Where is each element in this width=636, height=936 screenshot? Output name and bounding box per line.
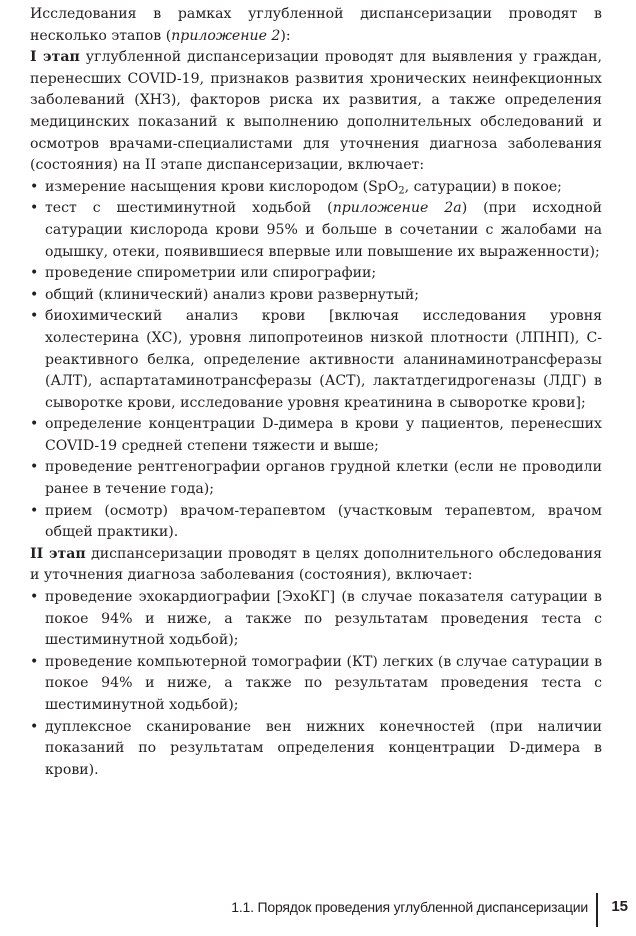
- stage1-list: [30, 177, 602, 544]
- list-item: • проведение рентгенографии органов грудной клетки (если не проводили ранее в течение года);: [30, 457, 602, 500]
- footer-divider: [596, 893, 598, 927]
- list-item: • проведение компьютерной томографии (КТ) легких (в случае сатурации в покое 94% и ниже, а также по результатам проведения теста с шестиминутной ходьбой);: [30, 652, 602, 717]
- list-item-text: измерение насыщения крови кислородом (SpO: [45, 178, 399, 195]
- appendix-reference: приложение 2: [171, 27, 281, 44]
- list-item: • дуплексное сканирование вен нижних конечностей (при наличии показаний по результатам определения концентрации D-димера в крови).: [30, 717, 602, 782]
- stage2-label: II этап: [30, 545, 86, 562]
- stage1-text: углубленной диспансеризации проводят для выявления у граждан, перенесших COVID-19, признаков развития хронических неинфекционных заболеваний (ХНЗ), факторов риска их развития, а также определения медицинских показаний к выполнению дополнительных обследований и осмотров врачами-специалистами для уточнения диагноза заболевания (состояния) на II этапе диспансеризации, включает:: [30, 49, 602, 174]
- intro-text-end: ):: [280, 27, 291, 44]
- stage2-text: диспансеризации проводят в целях дополнительного обследования и уточнения диагноза заболевания (состояния), включает:: [30, 545, 603, 584]
- list-item: • общий (клинический) анализ крови развернутый;: [30, 285, 602, 307]
- stage1-paragraph: [30, 47, 602, 177]
- page-body: [30, 4, 602, 781]
- running-title: 1.1. Порядок проведения углубленной диспансеризации: [231, 899, 588, 915]
- list-item: • проведение спирометрии или спирографии;: [30, 263, 602, 285]
- list-item-text: , сатурации) в покое;: [404, 178, 562, 195]
- intro-paragraph: [30, 4, 602, 47]
- appendix-reference: приложение 2а: [332, 200, 462, 217]
- stage2-list: [30, 587, 602, 781]
- intro-text: Исследования в рамках углубленной диспансеризации проводят в несколько этапов (: [30, 6, 602, 44]
- list-item: • прием (осмотр) врачом-терапевтом (участковым терапевтом, врачом общей практики).: [30, 501, 602, 544]
- page-footer: [0, 893, 636, 927]
- list-item: • проведение эхокардиографии [ЭхоКГ] (в случае показателя сатурации в покое 94% и ниже, а также по результатам проведения теста с шестиминутной ходьбой);: [30, 587, 602, 652]
- subscript: 2: [398, 185, 405, 197]
- list-item-text: тест с шестиминутной ходьбой (: [45, 200, 333, 217]
- list-item: [30, 198, 602, 263]
- stage1-label: I этап: [30, 49, 80, 66]
- page-number: 15: [611, 898, 628, 915]
- list-item: [30, 177, 602, 199]
- list-item: • определение концентрации D-димера в крови у пациентов, перенесших COVID-19 средней степени тяжести и выше;: [30, 414, 602, 457]
- stage2-paragraph: [30, 544, 602, 587]
- list-item: • биохимический анализ крови [включая исследования уровня холестерина (ХС), уровня липопротеинов низкой плотности (ЛПНП), С-реактивного белка, определение активности аланинаминотрансферазы (АЛТ), аспартатаминотрансферазы (АСТ), лактатдегидрогеназы (ЛДГ) в сыворотке крови, исследование уровня креатинина в сыворотке крови];: [30, 306, 602, 414]
- list-item-text: ) (при исходной сатурации кислорода крови 95% и больше в сочетании с жалобами на одышку, отеки, появившиеся впервые или повышение их выраженности);: [45, 200, 603, 260]
